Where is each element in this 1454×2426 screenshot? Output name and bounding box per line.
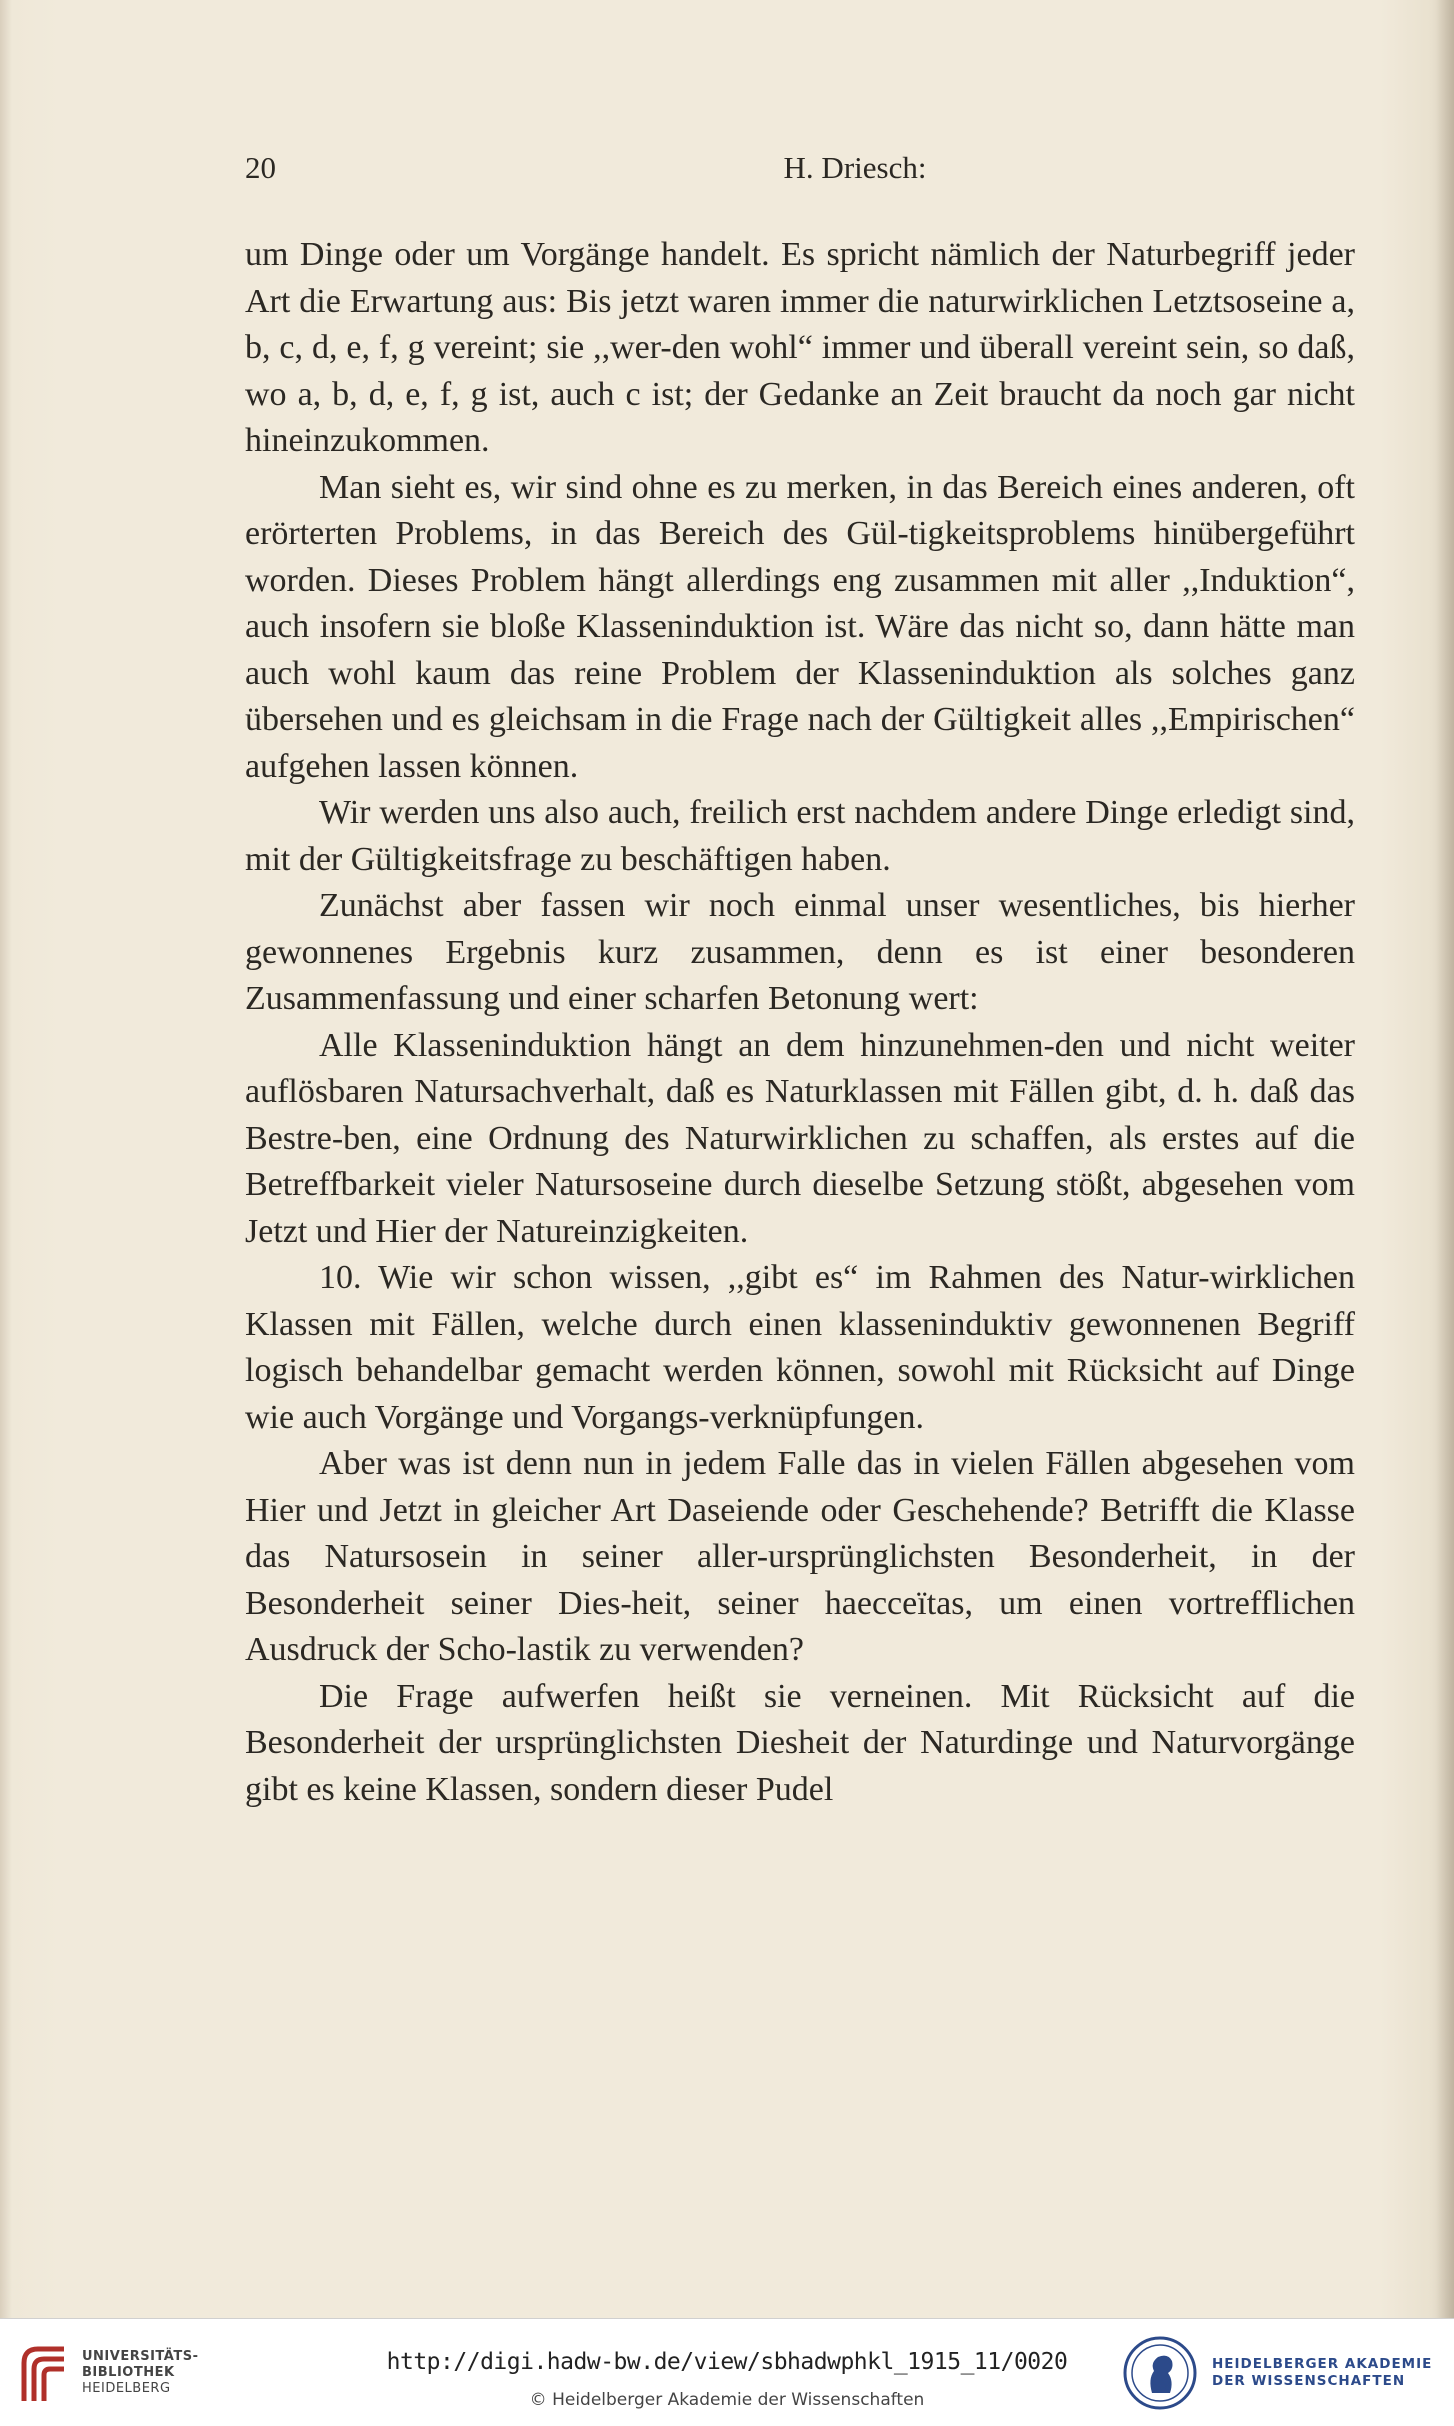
academy-name (1212, 2356, 1432, 2390)
paragraph-4: Zunächst aber fassen wir noch einmal unser wesentliches, bis hierher gewonnenes Ergebnis kurz zusammen, denn es ist einer besonderen Zusammenfassung und einer scharfen Betonung wert: (245, 887, 1355, 1017)
academy-name-line-2: DER WISSENSCHAFTEN (1212, 2373, 1406, 2389)
paragraph-8: Die Frage aufwerfen heißt sie verneinen. Mit Rücksicht auf die Besonderheit der ursprünglichsten Diesheit der Naturdinge und Naturvorgänge gibt es keine Klassen, sondern dieser Pudel (245, 1677, 1355, 1808)
running-head (245, 150, 1355, 194)
paragraph-3: Wir werden uns also auch, freilich erst nachdem andere Dinge erledigt sind, mit der Gültigkeitsfrage zu beschäftigen haben. (245, 794, 1355, 878)
page-number: 20 (245, 150, 276, 185)
digitization-footer (0, 2318, 1454, 2426)
running-head-author: H. Driesch: (783, 150, 927, 185)
paragraph-2: Man sieht es, wir sind ohne es zu merken, in das Bereich eines anderen, oft erörterten Problems, in das Bereich des Gül-tigkeitsproblems hinübergeführt worden. Dieses Problem hängt allerdings eng zusammen mit aller ,,Induktion“, auch insofern sie bloße Klasseninduktion ist. Wäre das nicht so, dann hätte man auch wohl kaum das reine Problem der Klasseninduktion als solches ganz übersehen und es gleichsam in die Frage nach der Gültigkeit alles ,,Empirischen“ aufgehen lassen können. (245, 468, 1355, 785)
academy-name-line-1: HEIDELBERGER AKADEMIE (1212, 2356, 1433, 2372)
library-name-line-2: BIBLIOTHEK (82, 2365, 175, 2380)
paragraph-7: Aber was ist denn nun in jedem Falle das in vielen Fällen abgesehen vom Hier und Jetzt in gleicher Art Daseiende oder Geschehende? Betrifft die Klasse das Natursosein in seiner aller-ursprünglichsten Besonderheit, in der Besonderheit seiner Dies-heit, seiner haecceïtas, um einen vortrefflichen Ausdruck der Scho-lastik zu verwenden? (245, 1445, 1355, 1668)
library-name-line-3: HEIDELBERG (82, 2381, 171, 2396)
library-name-line-1: UNIVERSITÄTS- (82, 2349, 199, 2364)
page-edge-shadow (1436, 0, 1454, 2318)
academy-seal-icon (1122, 2335, 1198, 2411)
body-text (245, 232, 1355, 1813)
paragraph-1: um Dinge oder um Vorgänge handelt. Es spricht nämlich der Naturbegriff jeder Art die Erwartung aus: Bis jetzt waren immer die naturwirklichen Letztsoseine a, b, c, d, e, f, g vereint; sie ,,wer-den wohl“ immer und überall vereint sein, so daß, wo a, b, d, e, f, g ist, auch c ist; der Gedanke an Zeit braucht da noch gar nicht hineinzukommen. (245, 236, 1355, 459)
paragraph-6-section-10: 10. Wie wir schon wissen, ,,gibt es“ im Rahmen des Natur-wirklichen Klassen mit Fällen, welche durch einen klasseninduktiv gewonnenen Begriff logisch behandelbar gemacht werden können, sowohl mit Rücksicht auf Dinge wie auch Vorgänge und Vorgangs-verknüpfungen. (245, 1259, 1355, 1436)
paragraph-5-thesis: Alle Klasseninduktion hängt an dem hinzunehmen-den und nicht weiter auflösbaren Natursachverhalt, daß es Naturklassen mit Fällen gibt, d. h. daß das Bestre-ben, eine Ordnung des Naturwirklichen zu schaffen, als erstes auf die Betreffbarkeit vieler Natursoseine durch dieselbe Setzung stößt, abgesehen vom Jetzt und Hier der Natureinzigkeiten. (245, 1026, 1355, 1250)
permalink-url[interactable]: http://digi.hadw-bw.de/view/sbhadwphkl_1915_11/0020 (386, 2349, 1068, 2375)
copyright-notice: © Heidelberger Akademie der Wissenschaften (529, 2390, 925, 2410)
